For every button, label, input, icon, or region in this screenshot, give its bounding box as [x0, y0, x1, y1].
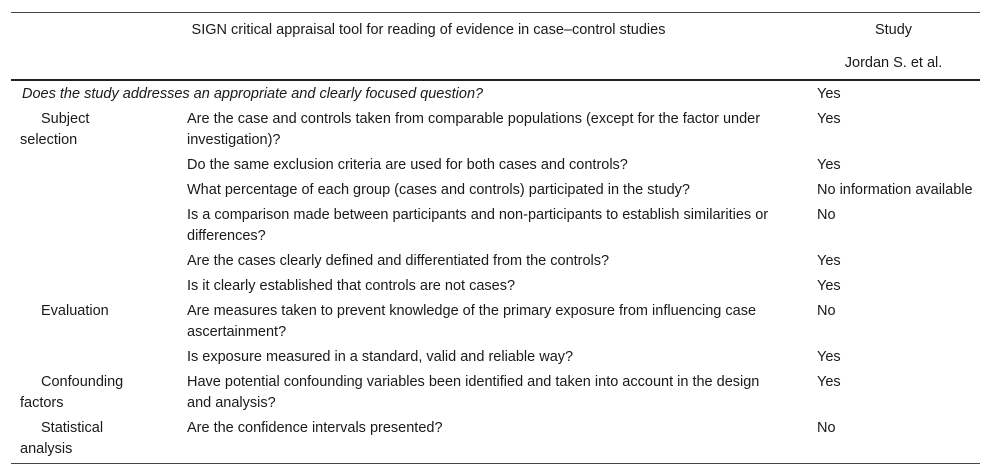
- category-label: Evaluation: [41, 303, 109, 319]
- category-label: [20, 157, 41, 173]
- category-cell: [11, 108, 177, 154]
- answer-cell: No: [817, 207, 836, 223]
- answer-cell: Yes: [817, 374, 841, 390]
- answer-cell: Yes: [817, 157, 841, 173]
- table-row: [11, 179, 980, 204]
- table-row: [11, 250, 980, 275]
- category-cell: [11, 346, 177, 371]
- category-label: [20, 207, 41, 223]
- answer-cell: No: [817, 303, 836, 319]
- category-label-cont: selection: [20, 132, 78, 148]
- category-label: Confounding: [41, 374, 124, 390]
- table-row: [11, 371, 980, 417]
- question-cell: Have potential confounding variables been identified and taken into account in the design and analysis?: [187, 374, 760, 411]
- answer-cell: Yes: [817, 278, 841, 294]
- category-cell: [11, 300, 177, 346]
- question-cell: Are the confidence intervals presented?: [177, 417, 807, 464]
- question-cell: Is exposure measured in a standard, valid and reliable way?: [187, 349, 574, 365]
- category-label: [20, 278, 41, 294]
- focus-question: Does the study addresses an appropriate and clearly focused question?: [22, 86, 484, 102]
- category-label: [20, 182, 41, 198]
- table-row: [11, 417, 980, 464]
- category-label-cont: factors: [20, 395, 64, 411]
- appraisal-table: [11, 12, 980, 464]
- category-cell: [11, 179, 177, 204]
- table-row: [11, 300, 980, 346]
- category-label: Statistical: [41, 420, 104, 436]
- question-cell: What percentage of each group (cases and controls) participated in the study?: [187, 182, 690, 198]
- answer-cell: No information available: [817, 182, 973, 198]
- question-cell: Are the cases clearly defined and differentiated from the controls?: [187, 253, 610, 269]
- category-label: [20, 349, 41, 365]
- focus-answer: Yes: [817, 86, 841, 102]
- category-cell: [11, 275, 177, 300]
- study-name: Jordan S. et al.: [807, 47, 980, 80]
- table-row: [11, 154, 980, 179]
- study-header: Study: [807, 13, 980, 48]
- table-row: [11, 108, 980, 154]
- table-row: [11, 204, 980, 250]
- category-label-cont: analysis: [20, 441, 73, 457]
- question-cell: Are the case and controls taken from comparable populations (except for the factor under investigation)?: [187, 111, 761, 148]
- question-cell: Is a comparison made between participants and non-participants to establish similarities or differences?: [187, 207, 769, 244]
- category-cell: [11, 204, 177, 250]
- category-label: Subject: [41, 111, 90, 127]
- answer-cell: Yes: [817, 253, 841, 269]
- header-row: [11, 13, 980, 48]
- question-cell: Do the same exclusion criteria are used for both cases and controls?: [187, 157, 628, 173]
- category-cell: [11, 250, 177, 275]
- question-cell: Is it clearly established that controls are not cases?: [187, 278, 516, 294]
- table-row: [11, 275, 980, 300]
- table-row: [11, 346, 980, 371]
- answer-cell: No: [807, 417, 980, 464]
- question-cell: Are measures taken to prevent knowledge of the primary exposure from influencing case ascertainment?: [187, 303, 757, 340]
- category-label: [20, 253, 41, 269]
- subheader-row: [11, 47, 980, 80]
- answer-cell: Yes: [817, 111, 841, 127]
- focus-row: [11, 80, 980, 108]
- answer-cell: Yes: [817, 349, 841, 365]
- category-cell: [11, 417, 177, 464]
- table-title: SIGN critical appraisal tool for reading of evidence in case–control studies: [11, 13, 807, 48]
- appraisal-table-container: [11, 12, 980, 464]
- category-cell: [11, 154, 177, 179]
- category-cell: [11, 371, 177, 417]
